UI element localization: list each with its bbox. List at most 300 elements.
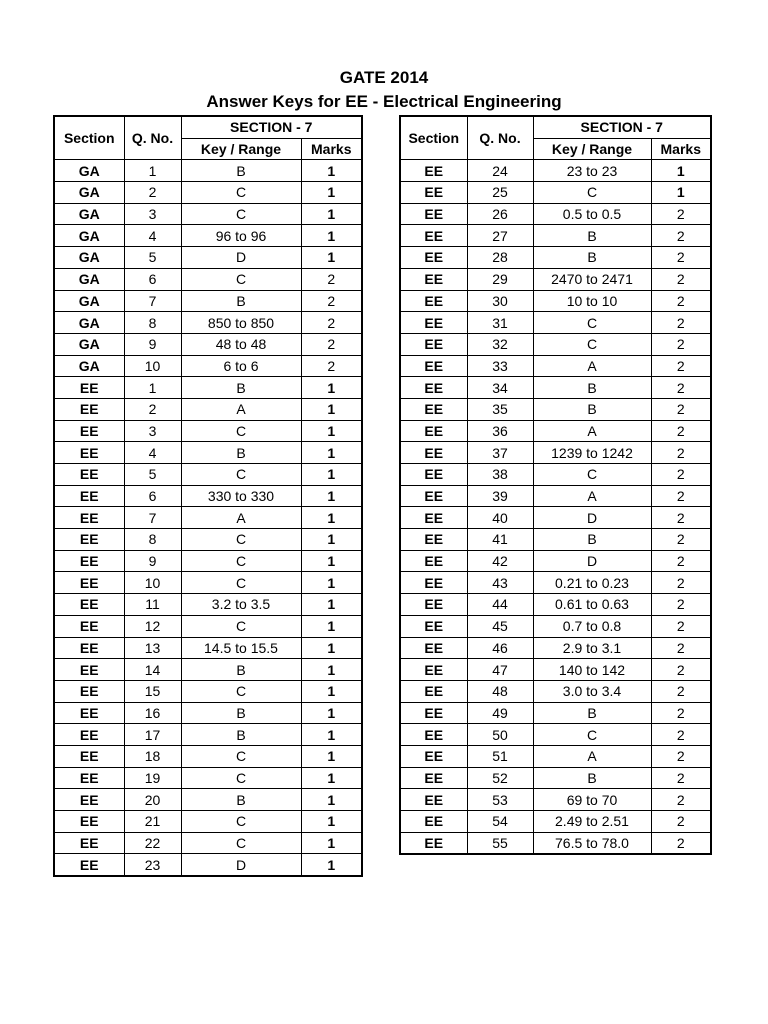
table-row <box>54 377 362 399</box>
cell-key-range: C <box>181 464 301 486</box>
cell-key-range: C <box>181 811 301 833</box>
cell-key-range: 0.5 to 0.5 <box>533 203 651 225</box>
cell-marks: 2 <box>651 529 711 551</box>
table-row <box>400 355 711 377</box>
cell-section: EE <box>400 659 467 681</box>
cell-marks: 1 <box>301 485 362 507</box>
cell-key-range: B <box>533 767 651 789</box>
cell-question-number: 14 <box>124 659 181 681</box>
cell-section: EE <box>400 377 467 399</box>
cell-marks: 2 <box>651 485 711 507</box>
cell-marks: 2 <box>651 377 711 399</box>
cell-section: EE <box>54 767 124 789</box>
cell-question-number: 7 <box>124 290 181 312</box>
cell-marks: 2 <box>301 355 362 377</box>
cell-section: EE <box>54 572 124 594</box>
cell-key-range: C <box>181 572 301 594</box>
cell-key-range: A <box>533 355 651 377</box>
cell-marks: 1 <box>301 225 362 247</box>
cell-marks: 2 <box>651 290 711 312</box>
cell-question-number: 47 <box>467 659 533 681</box>
cell-marks: 2 <box>651 268 711 290</box>
cell-question-number: 1 <box>124 160 181 182</box>
header-section: Section <box>54 116 124 160</box>
cell-key-range: C <box>181 832 301 854</box>
cell-marks: 2 <box>651 659 711 681</box>
cell-marks: 2 <box>651 832 711 854</box>
table-row <box>54 529 362 551</box>
cell-marks: 1 <box>651 160 711 182</box>
cell-marks: 2 <box>651 464 711 486</box>
cell-key-range: A <box>181 507 301 529</box>
cell-key-range: C <box>181 420 301 442</box>
table-row <box>54 637 362 659</box>
cell-marks: 1 <box>301 182 362 204</box>
cell-section: EE <box>400 182 467 204</box>
cell-section: EE <box>400 442 467 464</box>
cell-section: EE <box>400 464 467 486</box>
cell-key-range: C <box>181 268 301 290</box>
cell-key-range: 6 to 6 <box>181 355 301 377</box>
cell-question-number: 3 <box>124 203 181 225</box>
table-row <box>54 333 362 355</box>
page-title: GATE 2014 <box>339 68 429 87</box>
table-row <box>54 659 362 681</box>
cell-question-number: 4 <box>124 442 181 464</box>
cell-question-number: 51 <box>467 745 533 767</box>
header-qno: Q. No. <box>467 116 533 160</box>
table-row <box>54 724 362 746</box>
table-row <box>54 767 362 789</box>
table-row <box>54 203 362 225</box>
cell-section: GA <box>54 247 124 269</box>
table-row <box>400 485 711 507</box>
cell-question-number: 19 <box>124 767 181 789</box>
cell-marks: 1 <box>301 811 362 833</box>
table-row <box>400 203 711 225</box>
table-row <box>400 290 711 312</box>
table-row <box>54 225 362 247</box>
cell-key-range: B <box>181 290 301 312</box>
cell-marks: 2 <box>651 572 711 594</box>
cell-section: EE <box>400 355 467 377</box>
cell-marks: 1 <box>301 724 362 746</box>
cell-question-number: 26 <box>467 203 533 225</box>
cell-section: EE <box>54 724 124 746</box>
cell-marks: 2 <box>651 203 711 225</box>
cell-section: EE <box>400 247 467 269</box>
cell-question-number: 28 <box>467 247 533 269</box>
table-row <box>54 507 362 529</box>
cell-key-range: 14.5 to 15.5 <box>181 637 301 659</box>
cell-section: GA <box>54 290 124 312</box>
table-row <box>400 464 711 486</box>
cell-marks: 1 <box>301 659 362 681</box>
cell-question-number: 10 <box>124 355 181 377</box>
table-row <box>400 333 711 355</box>
cell-section: EE <box>54 507 124 529</box>
table-row <box>400 160 711 182</box>
cell-key-range: 0.61 to 0.63 <box>533 594 651 616</box>
cell-question-number: 25 <box>467 182 533 204</box>
cell-key-range: C <box>533 333 651 355</box>
cell-key-range: B <box>181 442 301 464</box>
header-qno: Q. No. <box>124 116 181 160</box>
cell-marks: 2 <box>301 312 362 334</box>
cell-marks: 2 <box>651 420 711 442</box>
table-row <box>400 247 711 269</box>
table-row <box>54 268 362 290</box>
cell-marks: 1 <box>301 854 362 876</box>
cell-key-range: B <box>181 789 301 811</box>
cell-marks: 2 <box>301 333 362 355</box>
cell-key-range: 1239 to 1242 <box>533 442 651 464</box>
table-body-right <box>400 160 711 855</box>
cell-question-number: 5 <box>124 464 181 486</box>
cell-question-number: 22 <box>124 832 181 854</box>
header-marks: Marks <box>301 138 362 160</box>
cell-question-number: 3 <box>124 420 181 442</box>
cell-key-range: C <box>181 745 301 767</box>
cell-question-number: 40 <box>467 507 533 529</box>
table-row <box>400 377 711 399</box>
table-row <box>400 615 711 637</box>
cell-marks: 1 <box>301 594 362 616</box>
table-row <box>54 789 362 811</box>
table-row <box>54 702 362 724</box>
cell-key-range: 330 to 330 <box>181 485 301 507</box>
cell-key-range: D <box>533 550 651 572</box>
cell-question-number: 27 <box>467 225 533 247</box>
cell-question-number: 31 <box>467 312 533 334</box>
cell-question-number: 37 <box>467 442 533 464</box>
cell-section: GA <box>54 203 124 225</box>
header-key-range: Key / Range <box>181 138 301 160</box>
cell-marks: 2 <box>651 312 711 334</box>
cell-key-range: 10 to 10 <box>533 290 651 312</box>
cell-section: EE <box>400 572 467 594</box>
cell-marks: 2 <box>651 398 711 420</box>
cell-section: EE <box>54 594 124 616</box>
table-row <box>400 420 711 442</box>
table-row <box>400 594 711 616</box>
table-row <box>400 637 711 659</box>
cell-marks: 1 <box>301 832 362 854</box>
cell-marks: 2 <box>651 767 711 789</box>
cell-key-range: 0.21 to 0.23 <box>533 572 651 594</box>
cell-key-range: B <box>181 724 301 746</box>
cell-question-number: 36 <box>467 420 533 442</box>
cell-key-range: A <box>533 420 651 442</box>
cell-section: EE <box>400 832 467 854</box>
cell-marks: 1 <box>301 203 362 225</box>
cell-question-number: 6 <box>124 268 181 290</box>
table-row <box>54 811 362 833</box>
cell-marks: 2 <box>651 811 711 833</box>
table-row <box>400 572 711 594</box>
cell-question-number: 24 <box>467 160 533 182</box>
cell-section: EE <box>400 724 467 746</box>
table-row <box>54 420 362 442</box>
cell-marks: 2 <box>651 550 711 572</box>
cell-key-range: 69 to 70 <box>533 789 651 811</box>
cell-marks: 1 <box>301 745 362 767</box>
cell-question-number: 8 <box>124 312 181 334</box>
table-row <box>54 312 362 334</box>
table-row <box>54 832 362 854</box>
cell-marks: 2 <box>651 507 711 529</box>
cell-question-number: 17 <box>124 724 181 746</box>
cell-key-range: C <box>181 182 301 204</box>
cell-key-range: A <box>181 398 301 420</box>
cell-section: EE <box>400 811 467 833</box>
cell-section: EE <box>400 203 467 225</box>
cell-section: EE <box>54 377 124 399</box>
table-row <box>54 485 362 507</box>
cell-marks: 2 <box>651 594 711 616</box>
cell-marks: 1 <box>301 529 362 551</box>
cell-marks: 2 <box>651 615 711 637</box>
cell-marks: 2 <box>301 290 362 312</box>
cell-section: EE <box>54 442 124 464</box>
cell-section: EE <box>54 854 124 876</box>
cell-marks: 1 <box>301 420 362 442</box>
cell-section: EE <box>400 333 467 355</box>
cell-question-number: 23 <box>124 854 181 876</box>
table-row <box>400 550 711 572</box>
cell-key-range: 23 to 23 <box>533 160 651 182</box>
cell-key-range: A <box>533 745 651 767</box>
cell-marks: 1 <box>301 615 362 637</box>
answer-key-table-right <box>399 115 712 855</box>
cell-marks: 2 <box>651 355 711 377</box>
cell-key-range: D <box>181 854 301 876</box>
table-row <box>54 247 362 269</box>
table-row <box>54 355 362 377</box>
table-row <box>400 680 711 702</box>
cell-section: GA <box>54 268 124 290</box>
cell-question-number: 43 <box>467 572 533 594</box>
header-section-group: SECTION - 7 <box>181 116 362 138</box>
cell-key-range: 850 to 850 <box>181 312 301 334</box>
cell-section: EE <box>400 290 467 312</box>
cell-marks: 2 <box>651 333 711 355</box>
cell-key-range: B <box>533 225 651 247</box>
cell-key-range: B <box>181 160 301 182</box>
cell-section: EE <box>400 615 467 637</box>
cell-key-range: C <box>181 550 301 572</box>
table-row <box>54 182 362 204</box>
cell-section: EE <box>54 702 124 724</box>
cell-question-number: 8 <box>124 529 181 551</box>
header-key-range: Key / Range <box>533 138 651 160</box>
cell-marks: 1 <box>301 398 362 420</box>
cell-question-number: 4 <box>124 225 181 247</box>
cell-marks: 2 <box>651 225 711 247</box>
cell-section: EE <box>54 420 124 442</box>
cell-section: EE <box>400 420 467 442</box>
cell-marks: 2 <box>301 268 362 290</box>
cell-section: EE <box>54 811 124 833</box>
cell-key-range: 2470 to 2471 <box>533 268 651 290</box>
cell-key-range: C <box>533 182 651 204</box>
cell-section: EE <box>400 225 467 247</box>
cell-key-range: C <box>181 767 301 789</box>
cell-marks: 1 <box>651 182 711 204</box>
cell-key-range: C <box>533 312 651 334</box>
cell-section: EE <box>54 832 124 854</box>
cell-key-range: B <box>181 377 301 399</box>
cell-question-number: 18 <box>124 745 181 767</box>
cell-question-number: 6 <box>124 485 181 507</box>
cell-key-range: C <box>533 464 651 486</box>
cell-marks: 2 <box>651 702 711 724</box>
cell-key-range: C <box>181 680 301 702</box>
cell-section: EE <box>54 398 124 420</box>
cell-section: GA <box>54 312 124 334</box>
cell-section: EE <box>54 529 124 551</box>
cell-question-number: 45 <box>467 615 533 637</box>
table-row <box>400 268 711 290</box>
cell-marks: 1 <box>301 680 362 702</box>
table-row <box>400 398 711 420</box>
cell-section: EE <box>54 464 124 486</box>
cell-question-number: 12 <box>124 615 181 637</box>
cell-section: EE <box>400 702 467 724</box>
cell-question-number: 16 <box>124 702 181 724</box>
cell-key-range: B <box>533 247 651 269</box>
table-body-left <box>54 160 362 876</box>
cell-section: EE <box>400 398 467 420</box>
cell-section: EE <box>54 485 124 507</box>
cell-key-range: B <box>533 529 651 551</box>
page-subtitle: Answer Keys for EE - Electrical Engineering <box>206 92 562 111</box>
table-row <box>54 854 362 876</box>
cell-question-number: 30 <box>467 290 533 312</box>
header-marks: Marks <box>651 138 711 160</box>
cell-marks: 1 <box>301 507 362 529</box>
cell-marks: 2 <box>651 637 711 659</box>
cell-marks: 2 <box>651 745 711 767</box>
cell-question-number: 2 <box>124 182 181 204</box>
table-row <box>54 398 362 420</box>
cell-section: EE <box>400 485 467 507</box>
cell-section: EE <box>400 745 467 767</box>
cell-question-number: 39 <box>467 485 533 507</box>
cell-marks: 1 <box>301 767 362 789</box>
cell-question-number: 15 <box>124 680 181 702</box>
cell-section: EE <box>400 268 467 290</box>
cell-marks: 1 <box>301 637 362 659</box>
cell-key-range: 96 to 96 <box>181 225 301 247</box>
table-row <box>54 290 362 312</box>
table-row <box>400 745 711 767</box>
cell-key-range: 3.0 to 3.4 <box>533 680 651 702</box>
table-row <box>54 160 362 182</box>
cell-key-range: B <box>533 398 651 420</box>
cell-key-range: 3.2 to 3.5 <box>181 594 301 616</box>
cell-key-range: C <box>533 724 651 746</box>
cell-key-range: 0.7 to 0.8 <box>533 615 651 637</box>
cell-question-number: 35 <box>467 398 533 420</box>
cell-marks: 2 <box>651 247 711 269</box>
cell-section: EE <box>400 594 467 616</box>
cell-section: EE <box>54 789 124 811</box>
cell-section: EE <box>400 312 467 334</box>
cell-question-number: 9 <box>124 550 181 572</box>
table-row <box>400 529 711 551</box>
cell-question-number: 20 <box>124 789 181 811</box>
cell-key-range: A <box>533 485 651 507</box>
cell-marks: 1 <box>301 550 362 572</box>
cell-key-range: B <box>533 702 651 724</box>
table-row <box>400 832 711 854</box>
cell-marks: 1 <box>301 247 362 269</box>
cell-marks: 2 <box>651 724 711 746</box>
cell-question-number: 54 <box>467 811 533 833</box>
cell-key-range: 2.49 to 2.51 <box>533 811 651 833</box>
cell-section: EE <box>400 160 467 182</box>
cell-marks: 1 <box>301 702 362 724</box>
cell-question-number: 10 <box>124 572 181 594</box>
table-row <box>400 767 711 789</box>
cell-section: EE <box>54 659 124 681</box>
cell-marks: 1 <box>301 442 362 464</box>
table-row <box>400 312 711 334</box>
table-row <box>400 811 711 833</box>
cell-marks: 2 <box>651 442 711 464</box>
cell-key-range: C <box>181 615 301 637</box>
cell-section: EE <box>400 680 467 702</box>
cell-key-range: C <box>181 203 301 225</box>
cell-question-number: 33 <box>467 355 533 377</box>
table-row <box>400 789 711 811</box>
cell-question-number: 38 <box>467 464 533 486</box>
cell-question-number: 41 <box>467 529 533 551</box>
cell-marks: 1 <box>301 464 362 486</box>
cell-question-number: 52 <box>467 767 533 789</box>
cell-section: EE <box>400 507 467 529</box>
cell-question-number: 46 <box>467 637 533 659</box>
table-row <box>54 550 362 572</box>
cell-section: GA <box>54 225 124 247</box>
cell-key-range: B <box>181 702 301 724</box>
table-row <box>400 507 711 529</box>
cell-question-number: 11 <box>124 594 181 616</box>
table-row <box>54 464 362 486</box>
table-row <box>54 594 362 616</box>
cell-marks: 2 <box>651 680 711 702</box>
cell-section: GA <box>54 160 124 182</box>
cell-section: EE <box>54 615 124 637</box>
cell-question-number: 5 <box>124 247 181 269</box>
table-row <box>54 572 362 594</box>
cell-section: EE <box>54 637 124 659</box>
table-row <box>400 724 711 746</box>
table-row <box>400 225 711 247</box>
cell-key-range: 2.9 to 3.1 <box>533 637 651 659</box>
cell-section: GA <box>54 355 124 377</box>
cell-key-range: B <box>181 659 301 681</box>
cell-key-range: D <box>181 247 301 269</box>
cell-section: EE <box>400 529 467 551</box>
cell-question-number: 9 <box>124 333 181 355</box>
cell-key-range: D <box>533 507 651 529</box>
table-row <box>54 680 362 702</box>
cell-question-number: 44 <box>467 594 533 616</box>
answer-key-table-left <box>53 115 363 877</box>
cell-question-number: 7 <box>124 507 181 529</box>
